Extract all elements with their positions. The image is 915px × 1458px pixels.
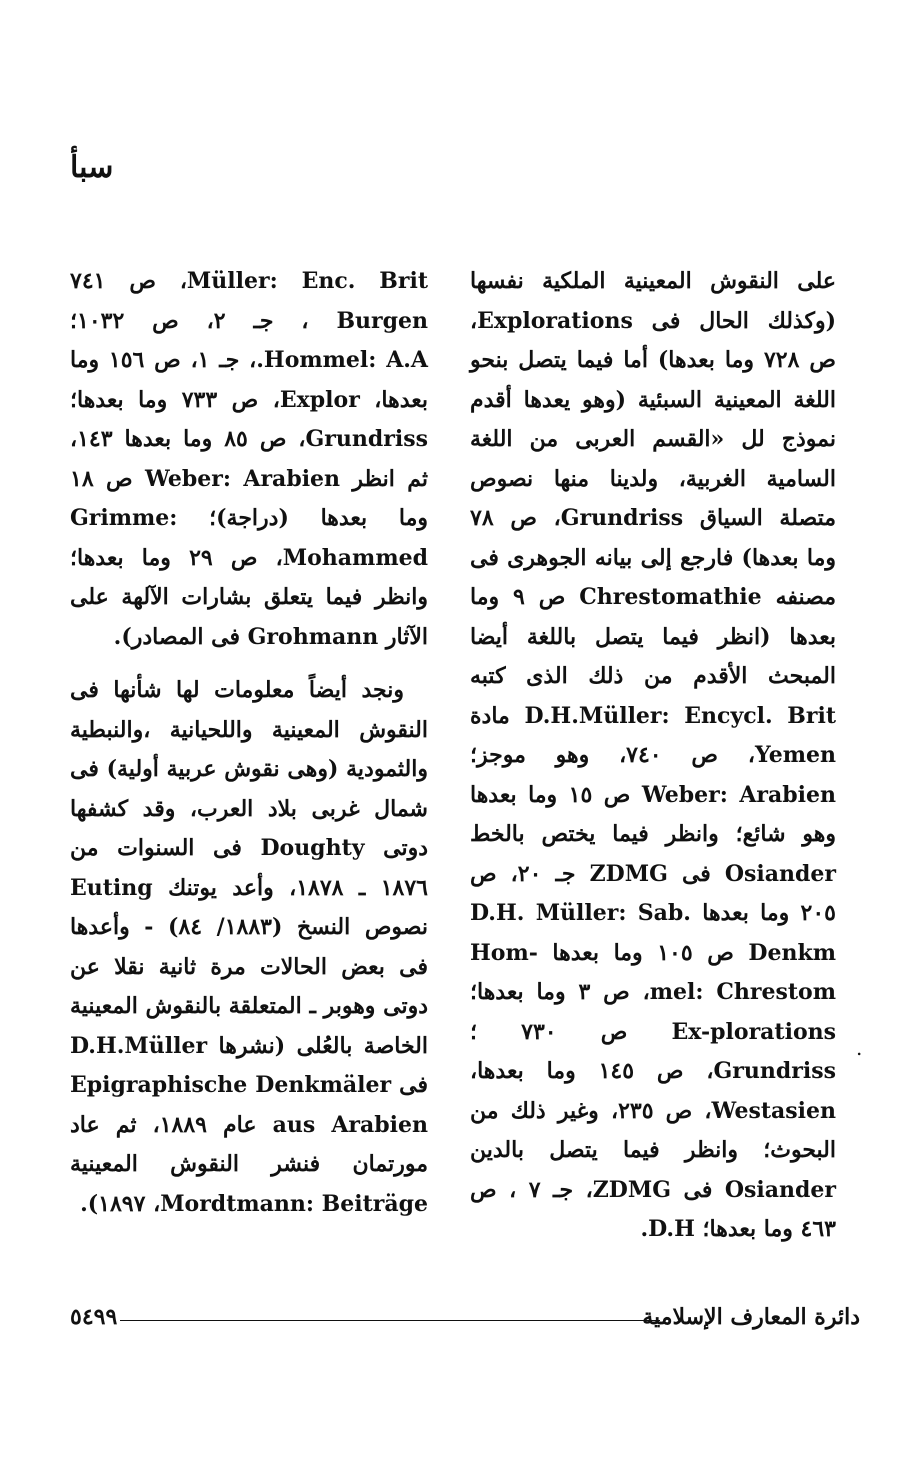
page-number: ٥٤٩٩	[70, 1304, 118, 1330]
paragraph: على النقوش المعينية الملكية نفسها (وكذلك الحال فى Explorations، ص ٧٢٨ وما بعدها) أما فيما يتصل بنحو اللغة المعينية السبئية (وهو يعدها أقدم نموذج لل «القسم العربى من اللغة السامية الغربية، ولدينا منها نصوص متصلة السياق Grundriss، ص ٧٨ وما بعدها) فارجع إلى بيانه الجوهرى فى مصنفه Chrestomathie ص ٩ وما بعدها (انظر فيما يتصل باللغة أيضا المبحث الأقدم من ذلك الذى كتبه D.H.Müller: Encycl. Brit مادة Yemen، ص ٧٤٠، وهو موجز؛ Weber: Arabien ص ١٥ وما بعدها وهو شائع؛ وانظر فيما يختص بالخط Osiander فى ZDMG جـ ٢٠، ص ٢٠٥ وما بعدها D.H. Müller: Sab. Denkm ص ١٠٥ وما بعدها Hom-mel: Chrestom، ص ٣ وما بعدها؛ Ex-plorations ص ٧٣٠ ؛ Grundriss، ص ١٤٥ وما بعدها، Westasien، ص ٢٣٥، وغير ذلك من البحوث؛ وانظر فيما يتصل بالدين Osiander فى ZDMG، جـ ٧ ، ص ٤٦٣ وما بعدها؛ D.H.	[470, 268, 837, 1242]
paragraph: Müller: Enc. Brit، ص ٧٤١ Burgen ، جـ ٢، ص ١٠٣٢؛ Hommel: A.A.، جـ ١، ص ١٥٦ وما بعدها، Explor، ص ٧٣٣ وما بعدها؛ Grundriss، ص ٨٥ وما بعدها ١٤٣، ثم انظر Weber: Arabien ص ١٨ وما بعدها (دراجة)؛ Grimme: Mohammed، ص ٢٩ وما بعدها؛ وانظر فيما يتعلق بشارات الآلهة على الآثار Grohmann فى المصادر).	[70, 268, 428, 650]
footer-title: دائرة المعارف الإسلامية	[642, 1304, 860, 1330]
paragraph: ونجد أيضاً معلومات لها شأنها فى النقوش المعينية واللحيانية ،والنبطية والثمودية (وهى نقوش عربية أولية) فى شمال غربى بلاد العرب، وقد كشفها دوتى Doughty فى السنوات من ١٨٧٦ ـ ١٨٧٨، وأعد يوتنك Euting نصوص النسخ (١٨٨٣/ ٨٤) - وأعدها فى بعض الحالات مرة ثانية نقلا عن دوتى وهوبر ـ المتعلقة بالنقوش المعينية الخاصة بالعُلى (نشرها D.H.Müller فى Epigraphische Denkmäler aus Arabien عام ١٨٨٩، ثم عاد مورتمان فنشر النقوش المعينية Mordtmann: Beiträge، ١٨٩٧).	[70, 677, 428, 1217]
page-footer	[70, 1300, 860, 1340]
right-text-column	[470, 262, 836, 1250]
left-text-column	[70, 262, 428, 1224]
footer-divider	[120, 1320, 660, 1321]
running-title: سبأ	[70, 150, 114, 185]
margin-mark: .	[856, 1036, 863, 1060]
